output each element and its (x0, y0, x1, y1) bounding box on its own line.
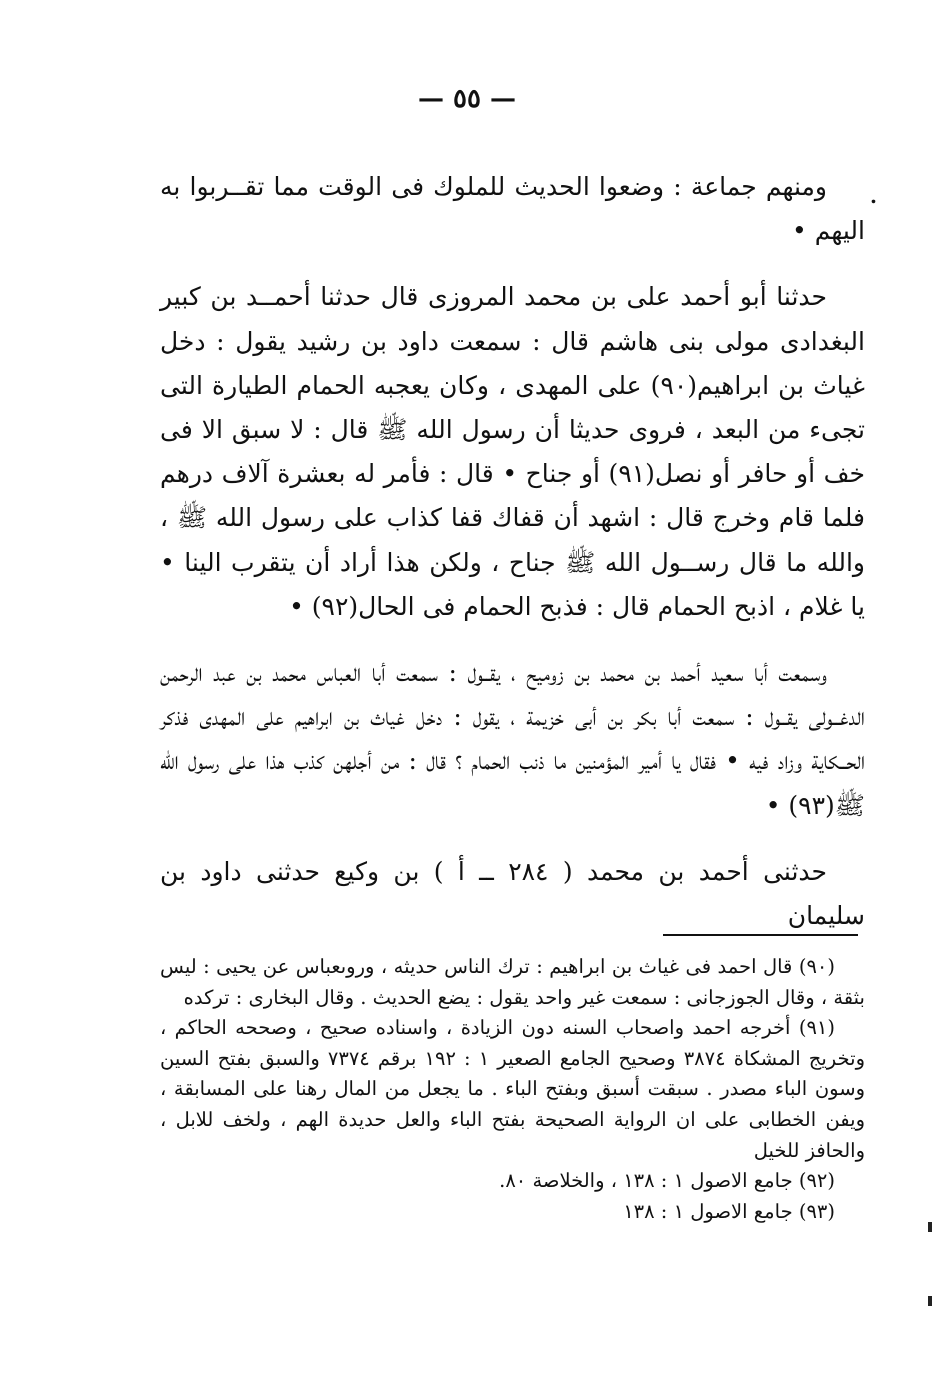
footnote-93: (٩٣) جامع الاصول ١ : ١٣٨ (623, 1199, 835, 1223)
paragraph-2: حدثنا أبو أحمد على بن محمد المروزى قال حدثنا أحمــد بن كبير البغدادى مولى بنى هاشم قال : سمعت داود بن رشيد يقول : دخل غياث بن ابراهيم(٩٠) على المهدى ، وكان يعجبه الحمام الطيارة التى تجىء من البعد ، فروى حديثا أن رسول الله ﷺ قال : لا سبق الا فى خف أو حافر أو نصل(٩١) أو جناح • قال : فأمر له بعشرة آلاف درهم فلما قام وخرج قال : اشهد أن قفاك قفا كذاب على رسول الله ﷺ ، والله ما قال رســول الله ﷺ جناح ، ولكن هذا أراد أن يتقرب الينا • يا غلام ، اذبح الحمام قال : فذبح الحمام فى الحال(٩٢) • (160, 282, 865, 621)
scan-edge-mark (928, 1222, 932, 1232)
footnotes (160, 952, 865, 1227)
main-text (160, 165, 865, 938)
page-number: — ٥٥ — (417, 84, 517, 114)
footnote-separator (663, 934, 858, 936)
footnote-90: (٩٠) قال احمد فى غياث بن ابراهيم : ترك الناس حديثه ، وروىعباس عن يحيى : ليس بثقة ، وقال الجوزجانى : سمعت غير واحد يقول : يضع الحديث . وقال البخارى : تركده (160, 955, 865, 1009)
paragraph-3: وسمعت أبا سعيد أحمد بن محمد بن زوميح ، يقــول : سمعت أبا العباس محمد بن عبد الرحمن الدغــولى يقــول : سمعت أبا بكر بن أبى خزيمة ، يقول : دخل غياث بن ابراهيم على المهدى فذكر الحــكاية وزاد فيه • فقال يا أمير المؤمنين ما ذنب الحمام ؟ قال : من أجلهن كذب هذا على رسول الله ﷺ(٩٣) • (160, 658, 865, 820)
footnote-92: (٩٢) جامع الاصول ١ : ١٣٨ ، والخلاصة ٨٠. (499, 1169, 835, 1193)
paragraph-1: ومنهم جماعة : وضعوا الحديث للملوك فى الوقت مما تقــربوا به اليهم • (160, 172, 865, 246)
scan-edge-mark (928, 1296, 932, 1306)
margin-dot: . (870, 184, 877, 208)
paragraph-4: حدثنى أحمد بن محمد ( ٢٨٤ ــ أ ) بن وكيع حدثنى داود بن سليمان (160, 856, 865, 931)
footnote-91: (٩١) أخرجه احمد واصحاب السنه دون الزيادة ، واسناده صحيح ، وصححه الحاكم ، وتخريج المشكاة ٣٨٧٤ وصحيح الجامع الصعير ١ : ١٩٢ برقم ٧٣٧٤ والسبق بفتح السين وسون الباء مصدر . سبقت أسبق وبفتح الباء . ما يجعل من المال رهنا على المسابقة ، ويفن الخطابى على ان الرواية الصحيحة بفتح الباء والعل حديدة الهم ، ولخف للابل ، والحافز للخيل (160, 1016, 865, 1162)
